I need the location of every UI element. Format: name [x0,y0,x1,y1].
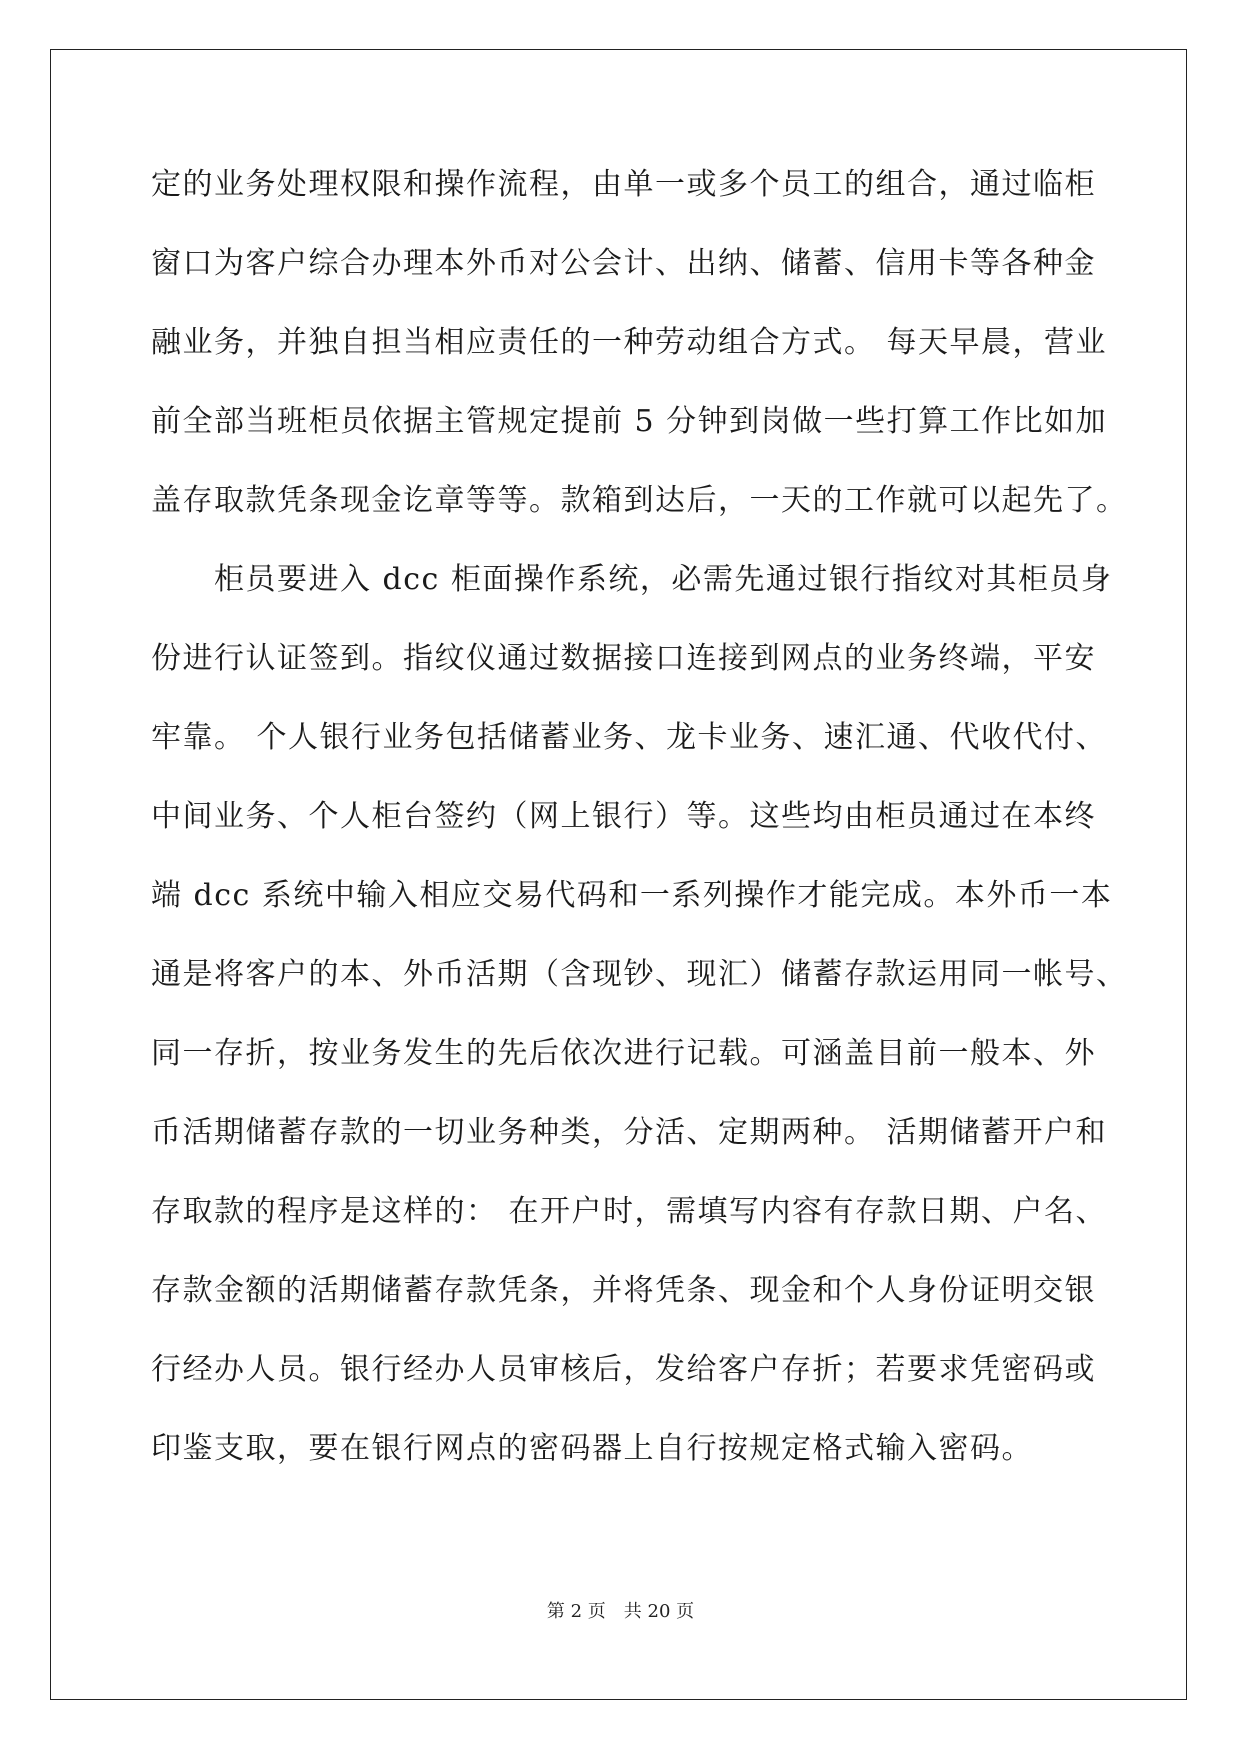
text-line: 币活期储蓄存款的一切业务种类，分活、定期两种。 活期储蓄开户和 [151,1115,1108,1150]
text-line: 存取款的程序是这样的： 在开户时，需填写内容有存款日期、户名、 [151,1194,1108,1229]
page-number-label: 第 2 页 共 20 页 [546,1601,695,1622]
text-line: 中间业务、个人柜台签约（网上银行）等。这些均由柜员通过在本终 [151,799,1096,834]
text-line: 窗口为客户综合办理本外币对公会计、出纳、储蓄、信用卡等各种金 [151,246,1096,281]
text-line: 融业务，并独自担当相应责任的一种劳动组合方式。 每天早晨，营业 [151,325,1108,360]
text-line: 柜员要进入 dcc 柜面操作系统，必需先通过银行指纹对其柜员身 [151,562,1113,597]
document-body [151,163,1128,1506]
text-line: 牢靠。 个人银行业务包括储蓄业务、龙卡业务、速汇通、代收代付、 [151,720,1108,755]
text-line: 存款金额的活期储蓄存款凭条，并将凭条、现金和个人身份证明交银 [151,1273,1096,1308]
text-line: 行经办人员。银行经办人员审核后，发给客户存折；若要求凭密码或 [151,1352,1096,1387]
text-line: 份进行认证签到。指纹仪通过数据接口连接到网点的业务终端，平安 [151,641,1096,676]
text-line: 前全部当班柜员依据主管规定提前 5 分钟到岗做一些打算工作比如加 [151,404,1108,439]
page-footer [0,1597,1241,1623]
text-line: 通是将客户的本、外币活期（含现钞、现汇）储蓄存款运用同一帐号、 [151,957,1128,992]
text-line: 盖存取款凭条现金讫章等等。款箱到达后，一天的工作就可以起先了。 [151,483,1128,518]
text-line: 印鉴支取，要在银行网点的密码器上自行按规定格式输入密码。 [151,1431,1033,1466]
text-line: 定的业务处理权限和操作流程，由单一或多个员工的组合，通过临柜 [151,167,1096,202]
text-line: 端 dcc 系统中输入相应交易代码和一系列操作才能完成。本外币一本 [151,878,1113,913]
text-line: 同一存折，按业务发生的先后依次进行记载。可涵盖目前一般本、外 [151,1036,1096,1071]
